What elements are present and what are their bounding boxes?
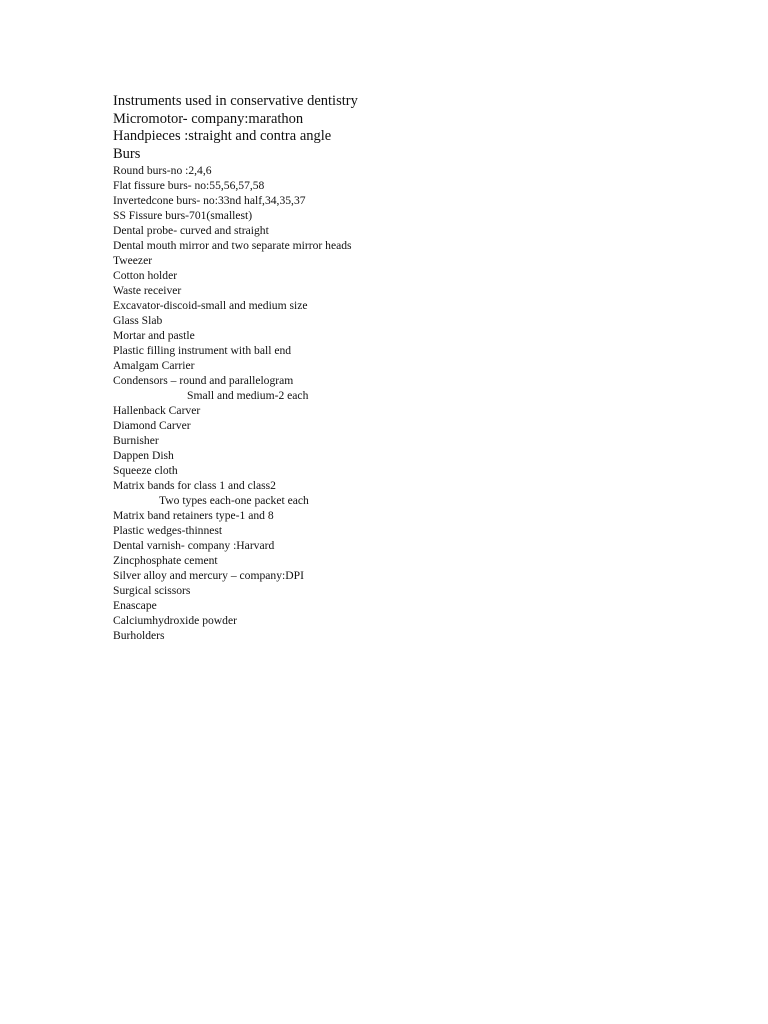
list-item: Surgical scissors — [113, 584, 191, 597]
heading-line-burs: Burs — [113, 145, 141, 162]
list-item-continuation: Small and medium-2 each — [187, 389, 309, 402]
list-item: Mortar and pastle — [113, 329, 195, 342]
list-item: Flat fissure burs- no:55,56,57,58 — [113, 179, 265, 192]
list-item: SS Fissure burs-701(smallest) — [113, 209, 253, 222]
list-item: Excavator-discoid-small and medium size — [113, 299, 308, 312]
heading-line-micromotor: Micromotor- company:marathon — [113, 110, 304, 127]
document-body — [113, 93, 713, 643]
list-item: Dental probe- curved and straight — [113, 224, 269, 237]
list-item: Hallenback Carver — [113, 404, 201, 417]
list-item: Waste receiver — [113, 284, 182, 297]
list-item: Matrix band retainers type-1 and 8 — [113, 509, 274, 522]
heading-line-handpieces: Handpieces :straight and contra angle — [113, 128, 332, 144]
list-item: Burholders — [113, 629, 165, 642]
list-item: Round burs-no :2,4,6 — [113, 164, 212, 177]
list-item: Dental mouth mirror and two separate mirror heads — [113, 239, 352, 252]
list-item: Plastic filling instrument with ball end — [113, 344, 292, 357]
list-item: Matrix bands for class 1 and class2 — [113, 479, 276, 492]
list-item: Glass Slab — [113, 314, 163, 327]
list-item: Dappen Dish — [113, 449, 174, 462]
list-item: Squeeze cloth — [113, 464, 178, 477]
list-item: Diamond Carver — [113, 419, 191, 432]
list-item: Calciumhydroxide powder — [113, 614, 237, 627]
document-title: Instruments used in conservative dentistry — [113, 93, 358, 109]
list-item: Enascape — [113, 599, 157, 612]
list-item: Burnisher — [113, 434, 159, 447]
list-item: Zincphosphate cement — [113, 554, 218, 567]
list-item: Silver alloy and mercury – company:DPI — [113, 569, 304, 582]
list-item: Dental varnish- company :Harvard — [113, 539, 275, 552]
list-item: Amalgam Carrier — [113, 359, 195, 372]
list-item: Condensors – round and parallelogram — [113, 374, 294, 387]
list-item-continuation: Two types each-one packet each — [159, 494, 309, 507]
list-item: Invertedcone burs- no:33nd half,34,35,37 — [113, 194, 306, 207]
list-item: Tweezer — [113, 254, 153, 267]
list-item: Plastic wedges-thinnest — [113, 524, 223, 537]
list-item: Cotton holder — [113, 269, 178, 282]
